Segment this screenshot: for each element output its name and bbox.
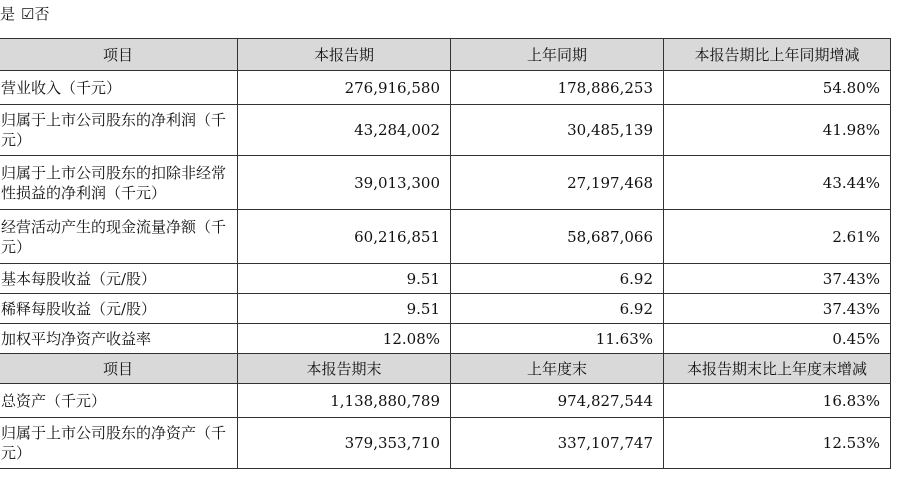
row-prior: 11.63% xyxy=(451,324,664,354)
header-change: 本报告期末比上年度末增减 xyxy=(664,354,891,384)
row-item: 总资产（千元） xyxy=(0,384,238,418)
table-header-row xyxy=(0,39,891,71)
table-row xyxy=(0,418,891,469)
row-change: 37.43% xyxy=(664,264,891,294)
row-item: 经营活动产生的现金流量净额（千元） xyxy=(0,210,238,264)
yes-label: 是 xyxy=(0,5,16,23)
financial-data-table xyxy=(0,38,891,469)
header-current-period: 本报告期 xyxy=(238,39,451,71)
table-row xyxy=(0,71,891,105)
row-item: 归属于上市公司股东的扣除非经常性损益的净利润（千元） xyxy=(0,156,238,210)
row-current: 9.51 xyxy=(238,294,451,324)
row-prior: 30,485,139 xyxy=(451,105,664,156)
row-change: 2.61% xyxy=(664,210,891,264)
row-current: 43,284,002 xyxy=(238,105,451,156)
table-row xyxy=(0,324,891,354)
row-item: 营业收入（千元） xyxy=(0,71,238,105)
row-item: 归属于上市公司股东的净利润（千元） xyxy=(0,105,238,156)
header-period-end: 本报告期末 xyxy=(238,354,451,384)
header-item: 项目 xyxy=(0,354,238,384)
row-prior: 178,886,253 xyxy=(451,71,664,105)
row-current: 1,138,880,789 xyxy=(238,384,451,418)
row-change: 0.45% xyxy=(664,324,891,354)
header-prior-period: 上年同期 xyxy=(451,39,664,71)
row-prior: 6.92 xyxy=(451,264,664,294)
row-prior: 974,827,544 xyxy=(451,384,664,418)
header-change: 本报告期比上年同期增减 xyxy=(664,39,891,71)
row-change: 54.80% xyxy=(664,71,891,105)
no-checkbox-label: ☑否 xyxy=(21,5,50,23)
table-row xyxy=(0,156,891,210)
row-item: 归属于上市公司股东的净资产（千元） xyxy=(0,418,238,469)
header-item: 项目 xyxy=(0,39,238,71)
row-change: 37.43% xyxy=(664,294,891,324)
row-current: 60,216,851 xyxy=(238,210,451,264)
row-change: 16.83% xyxy=(664,384,891,418)
row-current: 276,916,580 xyxy=(238,71,451,105)
row-change: 43.44% xyxy=(664,156,891,210)
table-row xyxy=(0,210,891,264)
row-item: 加权平均净资产收益率 xyxy=(0,324,238,354)
table-row xyxy=(0,294,891,324)
row-prior: 58,687,066 xyxy=(451,210,664,264)
row-prior: 337,107,747 xyxy=(451,418,664,469)
header-prior-year-end: 上年度末 xyxy=(451,354,664,384)
row-prior: 27,197,468 xyxy=(451,156,664,210)
table-row xyxy=(0,384,891,418)
row-prior: 6.92 xyxy=(451,294,664,324)
row-current: 379,353,710 xyxy=(238,418,451,469)
row-item: 稀释每股收益（元/股） xyxy=(0,294,238,324)
row-item: 基本每股收益（元/股） xyxy=(0,264,238,294)
table-row xyxy=(0,264,891,294)
row-current: 9.51 xyxy=(238,264,451,294)
table-row xyxy=(0,105,891,156)
row-change: 12.53% xyxy=(664,418,891,469)
table-header-row xyxy=(0,354,891,384)
yes-no-indicator xyxy=(0,4,49,24)
row-change: 41.98% xyxy=(664,105,891,156)
row-current: 12.08% xyxy=(238,324,451,354)
row-current: 39,013,300 xyxy=(238,156,451,210)
